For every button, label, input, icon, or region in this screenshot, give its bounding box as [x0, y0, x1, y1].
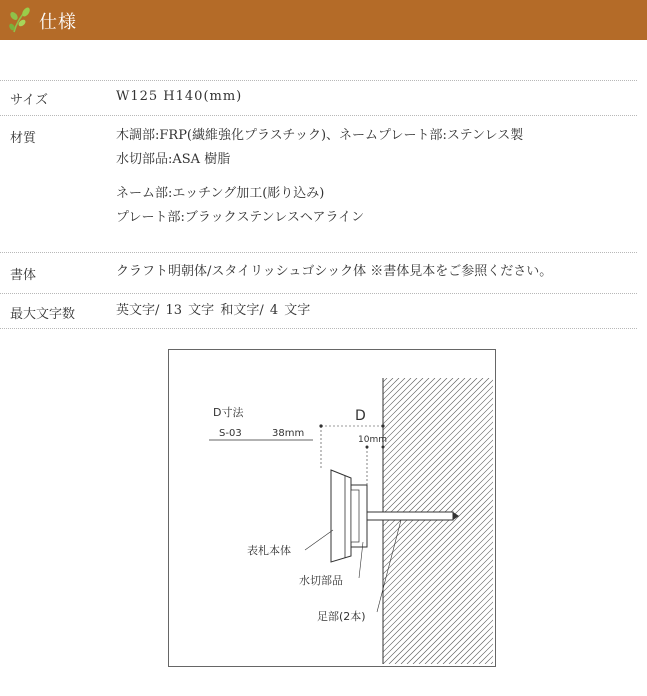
- d-dimension-label: D寸法: [213, 406, 244, 419]
- diagram-svg: [169, 350, 495, 666]
- spec-value: クラフト明朝体/スタイリッシュゴシック体 ※書体見本をご参照ください。: [116, 264, 553, 279]
- plate-body-shape: [331, 470, 351, 562]
- d-letter: D: [355, 408, 366, 424]
- spec-value: [116, 124, 523, 230]
- material-line: 水切部品:ASA 樹脂: [116, 152, 231, 167]
- leg-shape: [367, 512, 453, 520]
- spec-value: 英文字/ 13 文字 和文字/ 4 文字: [116, 303, 311, 318]
- section-header: [0, 0, 647, 40]
- spec-label: 書体: [10, 268, 37, 283]
- body-label: 表札本体: [247, 544, 291, 557]
- drain-label: 水切部品: [299, 574, 343, 587]
- model-value: 38mm: [272, 428, 305, 439]
- material-line: ネーム部:エッチング加工(彫り込み): [116, 186, 325, 201]
- spec-row-font: [0, 252, 637, 293]
- material-line: 木調部:FRP(繊維強化プラスチック)、ネームプレート部:ステンレス製: [116, 128, 524, 143]
- spec-label: 最大文字数: [10, 307, 76, 322]
- spec-label: 材質: [10, 131, 37, 146]
- spec-row-max-chars: [0, 293, 637, 329]
- gap-label: 10mm: [358, 435, 387, 445]
- spec-table: [0, 80, 637, 329]
- leg-label: 足部(2本): [317, 610, 366, 623]
- material-line: プレート部:ブラックステンレスヘアライン: [116, 210, 365, 225]
- spec-label: サイズ: [10, 93, 48, 108]
- spec-row-size: [0, 80, 637, 115]
- model-label: S-03: [219, 428, 242, 439]
- leaf-icon: [8, 6, 34, 34]
- spec-row-material: [0, 115, 637, 252]
- spec-value: W125 H140(mm): [116, 89, 243, 104]
- section-title: 仕様: [39, 12, 77, 33]
- dimension-diagram: [168, 349, 496, 667]
